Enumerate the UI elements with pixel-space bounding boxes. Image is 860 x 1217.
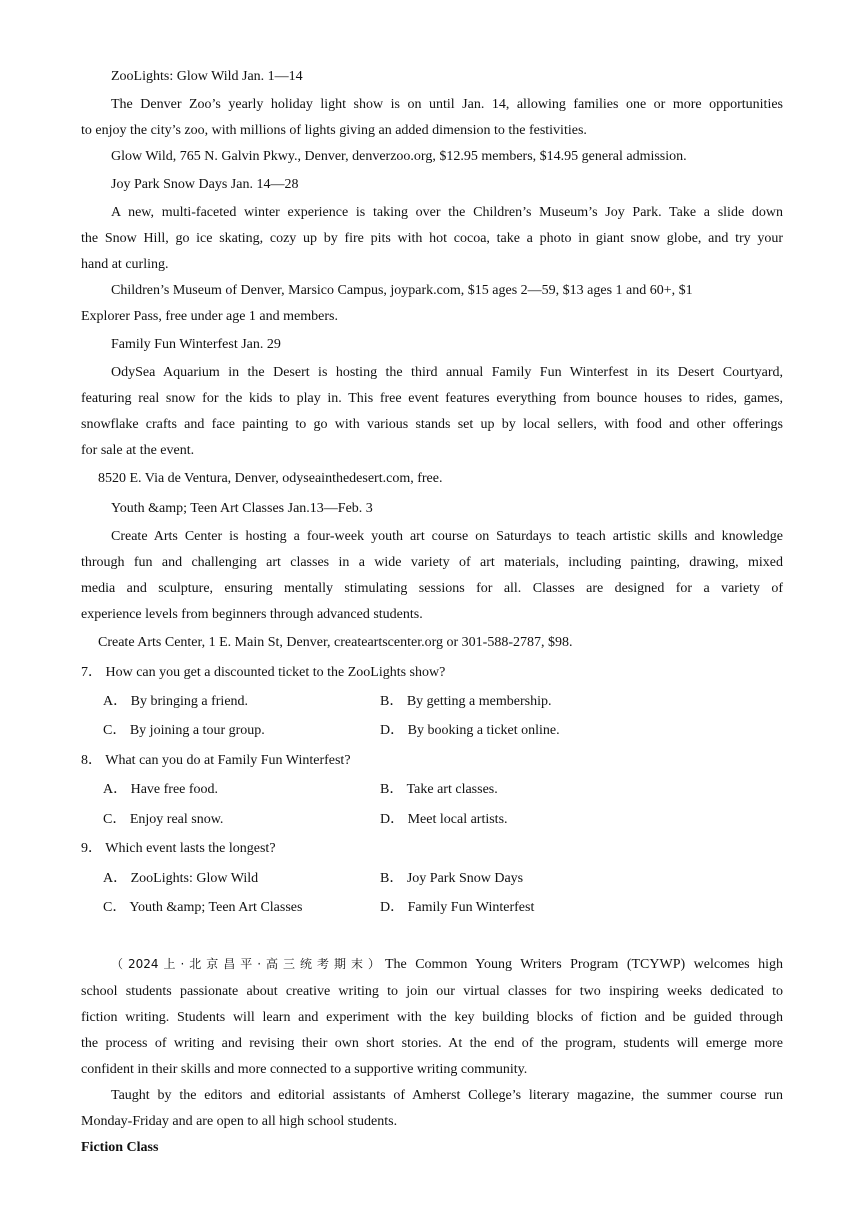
question-8: 8． What can you do at Family Fun Winterfest? xyxy=(81,753,351,768)
passage-text: The Common Young Writers Program (TCYWP) welcomes high xyxy=(384,957,783,972)
question-7-option-a: A． By bringing a friend. xyxy=(103,694,249,709)
event-description-line: experience levels from beginners through advanced students. xyxy=(81,607,423,622)
question-8-option-b: B． Take art classes. xyxy=(380,782,498,797)
passage-line: Taught by the editors and editorial assistants of Amherst College’s literary magazine, the summer course run xyxy=(111,1088,783,1103)
passage-line: Monday-Friday and are open to all high school students. xyxy=(81,1114,398,1129)
question-9: 9． Which event lasts the longest? xyxy=(81,841,276,856)
question-7-option-d: D． By booking a ticket online. xyxy=(380,723,560,738)
event-description-line: media and sculpture, ensuring mentally stimulating sessions for all. Classes are designed for a variety of xyxy=(81,581,783,596)
question-7-option-c: C． By joining a tour group. xyxy=(103,723,265,738)
event-info-line: Explorer Pass, free under age 1 and members. xyxy=(81,309,338,324)
event-description-line: the Snow Hill, go ice skating, cozy up by fire pits with hot cocoa, take a photo in giant snow globe, and try your xyxy=(81,231,783,246)
section-heading-fiction-class: Fiction Class xyxy=(81,1140,159,1155)
event-title-winterfest: Family Fun Winterfest Jan. 29 xyxy=(111,337,281,352)
event-description-line: to enjoy the city’s zoo, with millions of lights giving an added dimension to the festivities. xyxy=(81,123,587,138)
question-7-option-b: B． By getting a membership. xyxy=(380,694,552,709)
question-9-option-d: D． Family Fun Winterfest xyxy=(380,900,535,915)
event-description-line: for sale at the event. xyxy=(81,443,195,458)
event-info-line: Glow Wild, 765 N. Galvin Pkwy., Denver, denverzoo.org, $12.95 members, $14.95 general admission. xyxy=(111,149,687,164)
question-8-option-d: D． Meet local artists. xyxy=(380,812,508,827)
event-description-line: The Denver Zoo’s yearly holiday light show is on until Jan. 14, allowing families one or more opportunities xyxy=(111,97,783,112)
passage-line: confident in their skills and more connected to a supportive writing community. xyxy=(81,1062,528,1077)
question-9-option-c: C． Youth &amp; Teen Art Classes xyxy=(103,900,303,915)
event-description-line: OdySea Aquarium in the Desert is hosting the third annual Family Fun Winterfest in its Desert Courtyard, xyxy=(111,365,783,380)
event-description-line: snowflake crafts and face painting to go with various stands set up by local sellers, with food and other offerings xyxy=(81,417,783,432)
event-info-line: Children’s Museum of Denver, Marsico Campus, joypark.com, $15 ages 2—59, $13 ages 1 and 60+, $1 xyxy=(111,283,693,298)
question-9-option-a: A． ZooLights: Glow Wild xyxy=(103,871,259,886)
event-description-line: through fun and challenging art classes in a wide variety of art materials, including painting, drawing, mixed xyxy=(81,555,783,570)
passage-line: school students passionate about creative writing to join our virtual classes for two inspiring weeks dedicated to xyxy=(81,984,783,999)
event-info-line: 8520 E. Via de Ventura, Denver, odyseainthedesert.com, free. xyxy=(98,471,443,486)
event-title-zoolights: ZooLights: Glow Wild Jan. 1—14 xyxy=(111,69,303,84)
question-8-option-a: A． Have free food. xyxy=(103,782,219,797)
event-title-joy-park: Joy Park Snow Days Jan. 14—28 xyxy=(111,177,299,192)
passage-line: the process of writing and revising their own short stories. At the end of the program, students will emerge more xyxy=(81,1036,783,1051)
passage-source: （2024上·北京昌平·高三统考期末） xyxy=(111,957,385,971)
event-info-line: Create Arts Center, 1 E. Main St, Denver, createartscenter.org or 301-588-2787, $98. xyxy=(98,635,573,650)
event-title-art-classes: Youth &amp; Teen Art Classes Jan.13—Feb. 3 xyxy=(111,501,373,516)
event-description-line: featuring real snow for the kids to play in. This free event features everything from bounce houses to rides, games, xyxy=(81,391,783,406)
passage-line: fiction writing. Students will learn and experiment with the key building blocks of fiction and be guided through xyxy=(81,1010,783,1025)
event-description-line: A new, multi-faceted winter experience is taking over the Children’s Museum’s Joy Park. Take a slide down xyxy=(111,205,783,220)
question-7: 7． How can you get a discounted ticket to the ZooLights show? xyxy=(81,665,446,680)
event-description-line: hand at curling. xyxy=(81,257,169,272)
question-9-option-b: B． Joy Park Snow Days xyxy=(380,871,524,886)
question-8-option-c: C． Enjoy real snow. xyxy=(103,812,224,827)
event-description-line: Create Arts Center is hosting a four-week youth art course on Saturdays to teach artistic skills and knowledge xyxy=(111,529,783,544)
passage-intro-line xyxy=(111,955,783,974)
